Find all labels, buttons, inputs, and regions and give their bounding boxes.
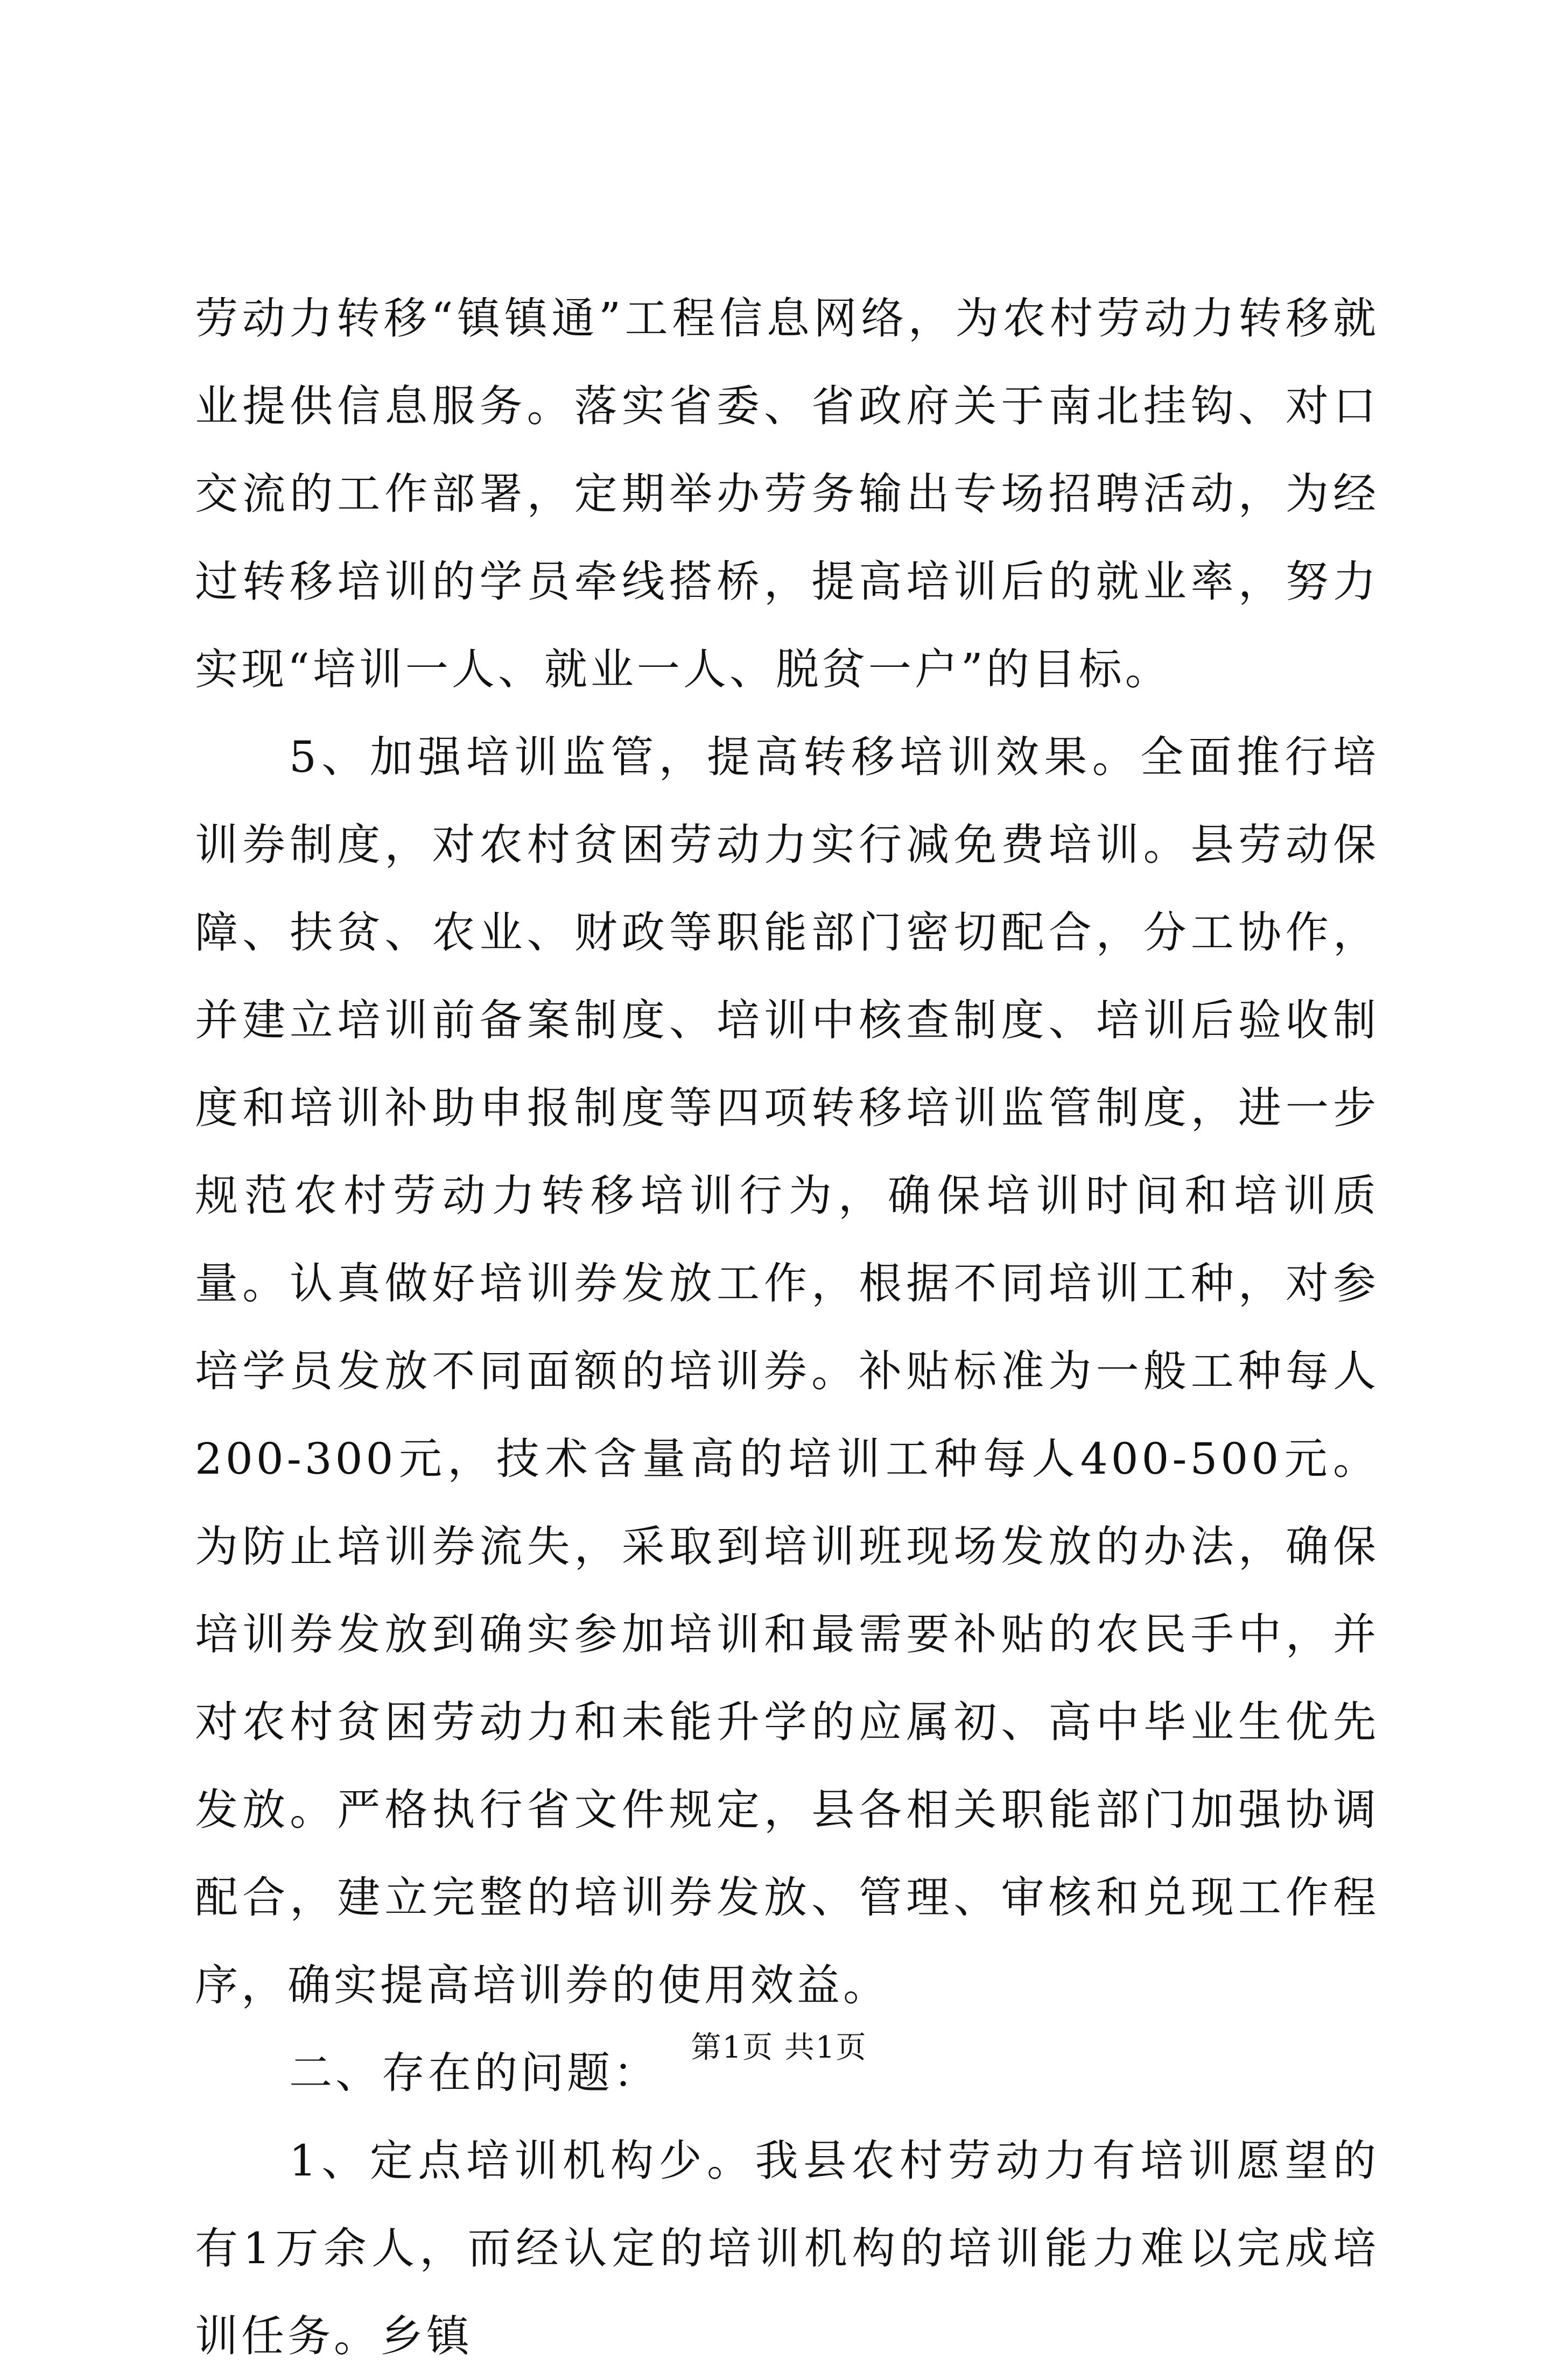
paragraph-1: 劳动力转移“镇镇通”工程信息网络，为农村劳动力转移就业提供信息服务。落实省委、省政府关于南北挂钩、对口交流的工作部署，定期举办劳务输出专场招聘活动，为经过转移培训的学员牵线搭桥，提高培训后的就业率，努力实现“培训一人、就业一人、脱贫一户”的目标。	[195, 293, 1379, 694]
paragraph-2: 5、加强培训监管，提高转移培训效果。全面推行培训券制度，对农村贫困劳动力实行减免费培训。县劳动保障、扶贫、农业、财政等职能部门密切配合，分工协作，并建立培训前备案制度、培训中核查制度、培训后验收制度和培训补助申报制度等四项转移培训监管制度，进一步规范农村劳动力转移培训行为，确保培训时间和培训质量。认真做好培训券发放工作，根据不同培训工种，对参培学员发放不同面额的培训券。补贴标准为一般工种每人200-300元，技术含量高的培训工种每人400-500元。为防止培训券流失，采取到培训班现场发放的办法，确保培训券发放到确实参加培训和最需要补贴的农民手中，并对农村贫困劳动力和未能升学的应属初、高中毕业生优先发放。严格执行省文件规定，县各相关职能部门加强协调配合，建立完整的培训券发放、管理、审核和兑现工作程序，确实提高培训券的使用效益。	[195, 732, 1379, 2010]
paragraph-4: 1、定点培训机构少。我县农村劳动力有培训愿望的有1万余人，而经认定的培训机构的培训能力难以完成培训任务。乡镇	[195, 2136, 1379, 2361]
page-footer: 第1页 共1页	[691, 2030, 867, 2065]
paragraph-3-heading: 二、存在的问题：	[289, 2048, 659, 2098]
